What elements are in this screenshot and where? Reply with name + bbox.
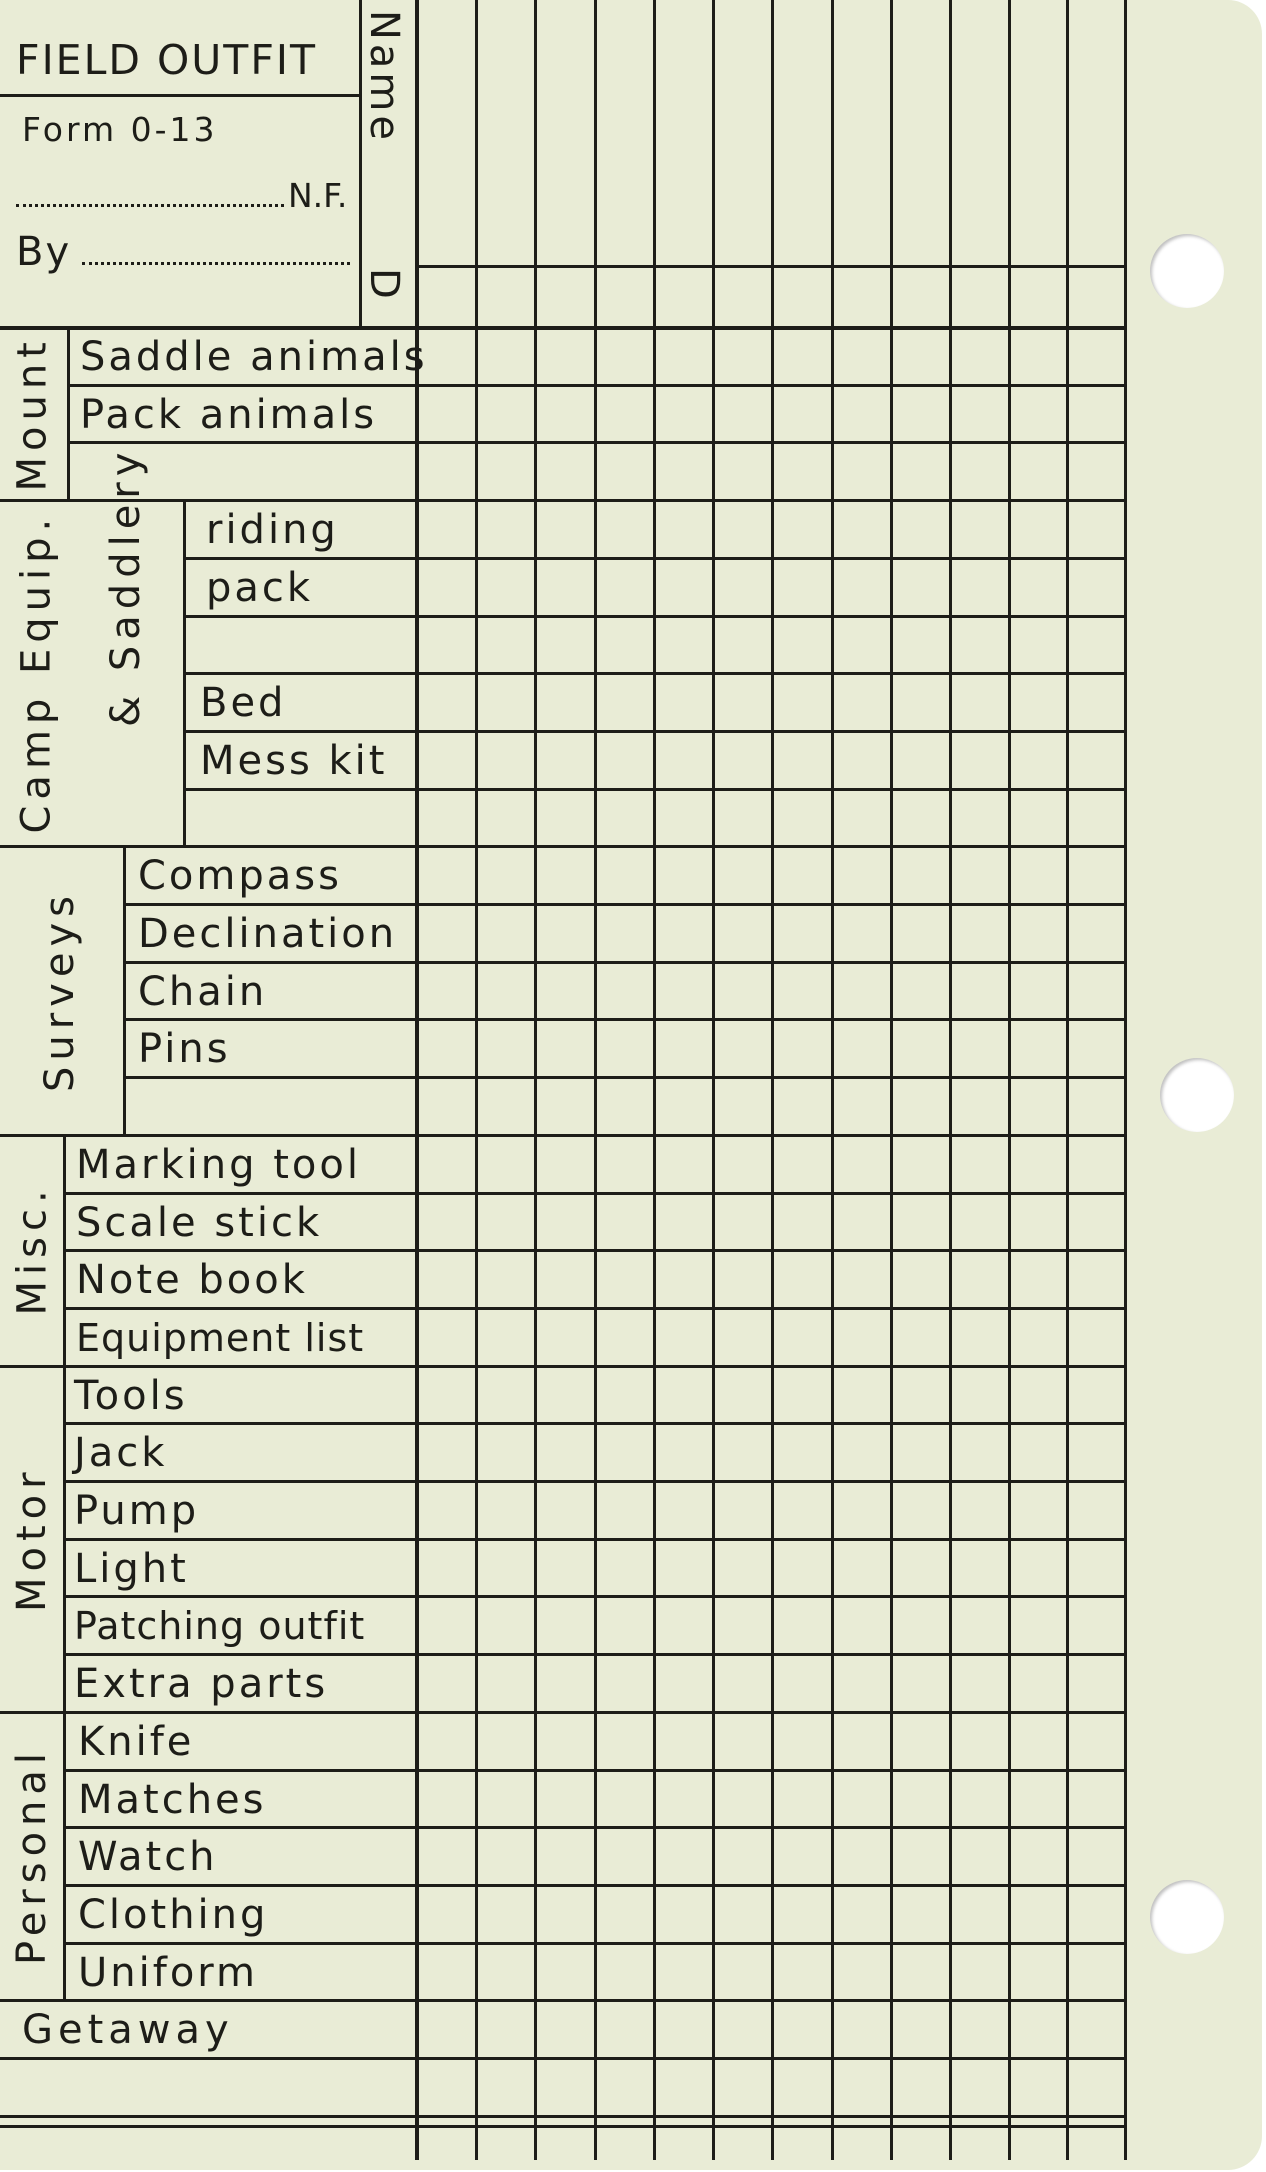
grid-row-line bbox=[64, 1769, 1125, 1772]
name-column-heading: Name bbox=[361, 10, 407, 145]
item-label-jack: Jack bbox=[74, 1430, 168, 1477]
grid-column-line bbox=[1066, 0, 1069, 2160]
grid-row-line bbox=[0, 845, 1125, 848]
grid-row-line bbox=[124, 1076, 1125, 1079]
grid-row-line bbox=[0, 1999, 1125, 2002]
grid-column-line bbox=[949, 0, 952, 2160]
item-label-bed: Bed bbox=[200, 680, 287, 727]
grid-row-line bbox=[184, 615, 1125, 618]
grid-row-line bbox=[64, 1538, 1125, 1541]
grid-row-line bbox=[64, 1942, 1125, 1945]
grid-row-line bbox=[68, 441, 1125, 444]
section-divider-line bbox=[67, 327, 70, 500]
item-label-pump: Pump bbox=[74, 1488, 200, 1534]
item-label-watch: Watch bbox=[78, 1834, 218, 1881]
grid-column-line bbox=[712, 0, 715, 2160]
section-label-getaway: Getaway bbox=[22, 2007, 234, 2054]
grid-row-line bbox=[184, 788, 1125, 791]
nf-label: N.F. bbox=[288, 176, 348, 215]
item-label-marking-tool: Marking tool bbox=[76, 1141, 361, 1188]
grid-row-line bbox=[124, 1018, 1125, 1021]
item-label-chain: Chain bbox=[138, 968, 268, 1015]
item-label-mess-kit: Mess kit bbox=[200, 737, 388, 784]
item-label-note-book: Note book bbox=[76, 1257, 308, 1304]
grid-column-line bbox=[653, 0, 656, 2160]
grid-column-line bbox=[475, 0, 478, 2160]
item-label-pack-animals: Pack animals bbox=[80, 391, 378, 438]
grid-row-line bbox=[0, 1711, 1125, 1714]
header-name-row-rule bbox=[416, 265, 1125, 268]
binder-hole-bottom bbox=[1150, 1880, 1224, 1954]
item-label-equipment-list: Equipment list bbox=[76, 1315, 365, 1360]
grid-column-line bbox=[1124, 0, 1127, 2160]
section-label-motor: Motor bbox=[9, 1466, 55, 1612]
section-label-surveys: Surveys bbox=[37, 889, 83, 1092]
section-label-camp-equip: Camp Equip. bbox=[13, 512, 59, 834]
grid-row-line bbox=[184, 557, 1125, 560]
grid-bottom-line bbox=[0, 2125, 1125, 2128]
item-label-matches: Matches bbox=[78, 1776, 267, 1823]
item-label-uniform: Uniform bbox=[78, 1949, 259, 1996]
item-label-pins: Pins bbox=[138, 1026, 231, 1073]
header-bottom-rule bbox=[0, 326, 1125, 330]
grid-column-line bbox=[771, 0, 774, 2160]
grid-row-line bbox=[64, 1653, 1125, 1656]
item-label-extra-parts: Extra parts bbox=[74, 1661, 329, 1708]
grid-column-line bbox=[890, 0, 893, 2160]
grid-column-line bbox=[1008, 0, 1011, 2160]
item-label-compass: Compass bbox=[138, 853, 342, 900]
grid-row-line bbox=[124, 961, 1125, 964]
item-label-knife: Knife bbox=[78, 1718, 195, 1765]
date-column-heading: D bbox=[361, 268, 407, 305]
item-label-declination: Declination bbox=[138, 911, 398, 957]
grid-row-line bbox=[64, 1307, 1125, 1310]
grid-row-line bbox=[124, 903, 1125, 906]
nf-dotted-line bbox=[16, 204, 284, 207]
grid-row-line bbox=[64, 1595, 1125, 1598]
item-label-patching-outfit: Patching outfit bbox=[74, 1604, 366, 1649]
grid-row-line bbox=[0, 499, 1125, 502]
item-label-light: Light bbox=[74, 1545, 189, 1592]
grid-row-line bbox=[0, 2057, 1125, 2060]
by-dotted-line bbox=[82, 262, 350, 265]
section-divider-line bbox=[63, 1712, 66, 2001]
form-number: Form 0-13 bbox=[22, 110, 218, 149]
grid-row-line bbox=[68, 384, 1125, 387]
item-label-scale-stick: Scale stick bbox=[76, 1199, 323, 1246]
grid-row-line bbox=[0, 1134, 1125, 1137]
grid-row-line bbox=[64, 1884, 1125, 1887]
grid-row-line bbox=[64, 1192, 1125, 1195]
section-label-misc: Misc. bbox=[9, 1184, 55, 1316]
grid-row-line bbox=[64, 1826, 1125, 1829]
form-title: FIELD OUTFIT bbox=[16, 36, 318, 84]
by-label: By bbox=[16, 229, 72, 275]
grid-row-line bbox=[64, 1249, 1125, 1252]
grid-column-line bbox=[831, 0, 834, 2160]
grid-row-line bbox=[64, 1422, 1125, 1425]
header-title-rule bbox=[0, 94, 360, 97]
item-label-saddle-animals: Saddle animals bbox=[80, 334, 428, 380]
grid-column-line bbox=[594, 0, 597, 2160]
item-label-clothing: Clothing bbox=[78, 1891, 269, 1938]
section-label-personal: Personal bbox=[9, 1747, 55, 1966]
section-label-saddlery: & Saddlery bbox=[103, 446, 149, 727]
item-label-tools: Tools bbox=[74, 1372, 188, 1419]
grid-row-line bbox=[184, 672, 1125, 675]
item-label-pack: pack bbox=[206, 564, 314, 611]
item-label-riding: riding bbox=[206, 507, 339, 554]
grid-row-line bbox=[0, 2115, 1125, 2118]
grid-row-line bbox=[184, 730, 1125, 733]
section-divider-line bbox=[123, 846, 126, 1135]
grid-column-line bbox=[415, 0, 419, 2160]
grid-row-line bbox=[64, 1480, 1125, 1483]
binder-hole-middle bbox=[1160, 1058, 1234, 1132]
grid-row-line bbox=[0, 1365, 1125, 1368]
section-label-mount: Mount bbox=[9, 335, 55, 492]
binder-hole-top bbox=[1150, 234, 1224, 308]
grid-column-line bbox=[534, 0, 537, 2160]
